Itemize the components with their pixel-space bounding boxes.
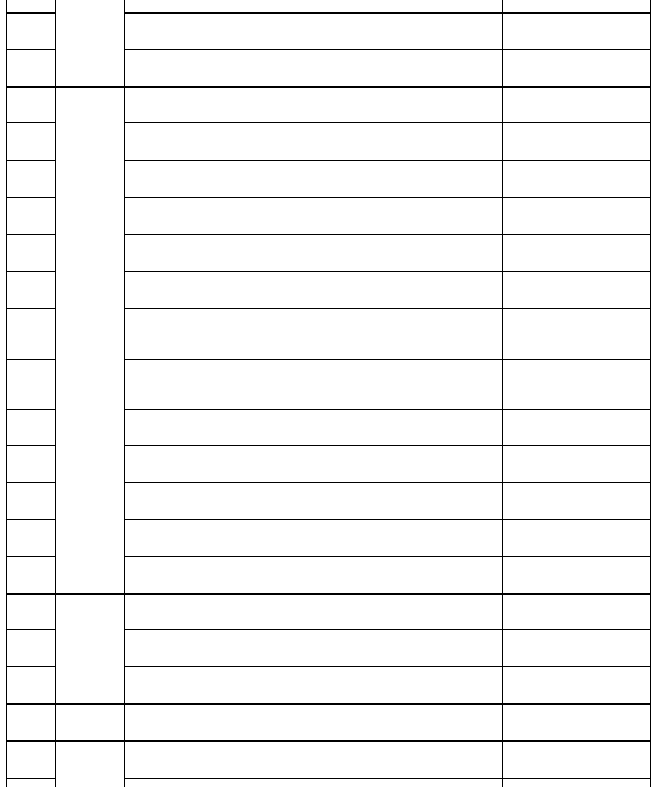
table-cell-amount — [502, 308, 650, 359]
table-grid-hline — [55, 740, 124, 742]
table-grid-hline — [6, 519, 55, 520]
table-cell-province — [55, 740, 124, 787]
table-grid-hline — [124, 49, 650, 50]
table-cell-project — [124, 359, 502, 409]
table-cell-project — [124, 12, 502, 49]
table-cell-project — [124, 160, 502, 197]
table-grid-hline — [6, 49, 55, 50]
table-grid-vline — [650, 0, 651, 787]
table-cell-no — [6, 359, 55, 409]
table-cell-project — [124, 445, 502, 482]
table-grid-hline — [124, 629, 650, 630]
table-cell-amount — [502, 197, 650, 234]
table-cell-no — [6, 482, 55, 519]
table-grid-hline — [6, 409, 55, 410]
table-grid-hline — [6, 482, 55, 483]
table-cell-project — [124, 519, 502, 556]
table-cell-project — [124, 703, 502, 740]
table-grid-hline — [124, 197, 650, 198]
table-cell-no — [6, 49, 55, 86]
table-grid-hline — [55, 593, 124, 595]
table-cell-no — [6, 271, 55, 308]
table-cell-amount — [502, 519, 650, 556]
table-cell-project — [124, 629, 502, 666]
table-cell-project — [124, 271, 502, 308]
table-grid-hline — [6, 556, 55, 557]
table-cell-no — [6, 556, 55, 593]
table-cell-no — [6, 519, 55, 556]
table-cell-project — [124, 197, 502, 234]
table-cell-amount — [502, 593, 650, 629]
table-cell-province — [55, 703, 124, 740]
table-cell-no — [6, 308, 55, 359]
table-grid-hline — [6, 234, 55, 235]
table-cell-amount — [502, 49, 650, 86]
table-grid-hline — [124, 593, 650, 595]
table-grid-hline — [6, 703, 55, 705]
table-row-partial-top-name — [124, 0, 502, 12]
table-grid-hline — [6, 160, 55, 161]
table-cell-no — [6, 12, 55, 49]
table-grid-hline — [124, 308, 650, 309]
table-grid-hline — [6, 122, 55, 123]
table-grid-vline — [6, 0, 7, 787]
table-grid-hline — [124, 234, 650, 235]
table-grid-vline — [55, 0, 56, 787]
table-grid-hline — [6, 359, 55, 360]
table-cell-project — [124, 666, 502, 703]
table-grid-hline — [6, 271, 55, 272]
table-grid-hline — [124, 160, 650, 161]
table-grid-hline — [55, 86, 124, 88]
table-grid-hline — [6, 740, 55, 742]
table-cell-project — [124, 122, 502, 160]
table-grid-hline — [6, 778, 55, 779]
table-cell-no — [6, 445, 55, 482]
table-grid-hline — [124, 519, 650, 520]
table-cell-amount — [502, 629, 650, 666]
table-grid-hline — [6, 308, 55, 309]
table-cell-amount — [502, 556, 650, 593]
table-cell-no — [6, 160, 55, 197]
table-grid-hline — [124, 740, 650, 742]
table-cell-amount — [502, 160, 650, 197]
table-cell-no — [6, 86, 55, 122]
table-grid-vline — [502, 0, 503, 787]
table-grid-hline — [6, 666, 55, 667]
table-grid-hline — [124, 122, 650, 123]
table-grid-hline — [124, 482, 650, 483]
table-cell-no — [6, 409, 55, 445]
table-cell-no — [6, 740, 55, 778]
table-cell-no — [6, 666, 55, 703]
table-grid-vline — [124, 0, 125, 787]
table-grid-hline — [6, 629, 55, 630]
table-cell-province — [55, 593, 124, 703]
table-cell-project — [124, 308, 502, 359]
table-grid-hline — [124, 86, 650, 88]
table-cell-amount — [502, 234, 650, 271]
table-cell-amount — [502, 271, 650, 308]
table-grid-hline — [6, 593, 55, 595]
table-cell-project — [124, 556, 502, 593]
table-cell-amount — [502, 482, 650, 519]
table-cell-province — [55, 0, 124, 86]
table-cell-amount — [502, 359, 650, 409]
table-cell-project — [124, 593, 502, 629]
table-cell-no — [6, 629, 55, 666]
table-grid-hline — [124, 556, 650, 557]
table-cell-project — [124, 49, 502, 86]
table-cell-project — [124, 234, 502, 271]
table-cell-amount — [502, 409, 650, 445]
table-cell-no — [6, 197, 55, 234]
table-grid-hline — [124, 778, 650, 779]
table-cell-no — [6, 122, 55, 160]
table-cell-project — [124, 409, 502, 445]
table-grid-hline — [55, 703, 124, 705]
table-cell-amount — [502, 445, 650, 482]
table-grid-hline — [124, 703, 650, 705]
table-cell-project — [124, 86, 502, 122]
table-cell-amount — [502, 86, 650, 122]
table-cell-amount — [502, 740, 650, 778]
table-grid-hline — [124, 12, 650, 14]
table-cell-province — [55, 86, 124, 593]
table-cell-no — [6, 593, 55, 629]
table-cell-amount — [502, 12, 650, 49]
table-cell-no — [6, 703, 55, 740]
table-cell-project — [124, 482, 502, 519]
table-cell-amount — [502, 703, 650, 740]
table-cell-amount — [502, 122, 650, 160]
table-grid-hline — [6, 86, 55, 88]
table-grid-hline — [124, 666, 650, 667]
table-grid-hline — [124, 445, 650, 446]
table-cell-project — [124, 740, 502, 778]
table-grid-hline — [124, 271, 650, 272]
table-cell-no — [6, 234, 55, 271]
table-grid-hline — [6, 12, 55, 14]
table-grid-hline — [6, 197, 55, 198]
table-grid-hline — [124, 359, 650, 360]
table-grid-hline — [6, 445, 55, 446]
table-grid-hline — [124, 409, 650, 410]
table-cell-amount — [502, 666, 650, 703]
